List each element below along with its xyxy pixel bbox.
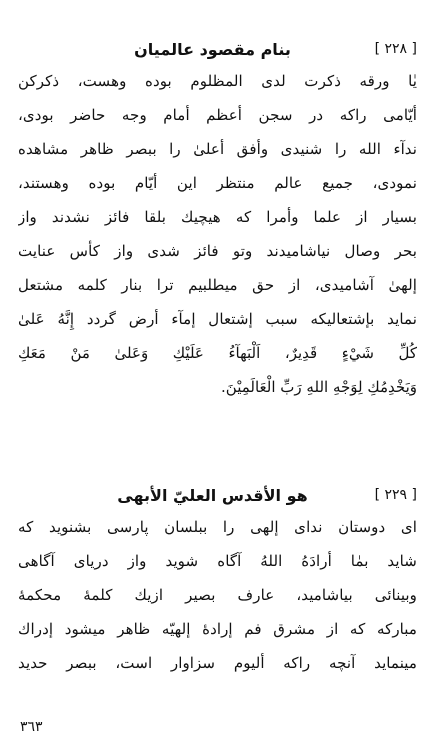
- text-line: إلهىٰ آشاميدى، از حق ميطلبيم ترا بنار كلمه مشتعل: [18, 276, 417, 294]
- tablet-heading: [18, 480, 417, 510]
- text-line: ندآء الله را شنيدى وأفق أعلىٰ را ببصر ظاهر مشاهده: [18, 140, 417, 158]
- text-line: بحر وصال نياشاميدند وتو فائز شدى واز كأس عنايت: [18, 242, 417, 260]
- text-line: شايد بمٰا أرادَهُ اللهُ آگاه شويد واز درياى آگاهى: [18, 552, 417, 570]
- text-line: مينمايد آنچه راكه أليوم سزاوار است، ببصر حديد: [18, 654, 417, 672]
- text-line: اى دوستان نداى إلهى را ببلسان پارسى بشنويد كه: [18, 518, 417, 536]
- text-line: نمودى، جميع عالم منتظر اين أيّام بوده وهستند،: [18, 174, 417, 192]
- text-line: كُلِّ شَيْءٍ قَدِيرٌ، اَلْبَهآءُ عَلَيْكِ وَعَلىٰ مَنْ مَعَكِ: [18, 344, 417, 362]
- tablet-title: بنام مقصود عالميان: [134, 39, 291, 59]
- tablet-heading: [18, 34, 417, 64]
- text-line: مباركه كه از مشرق فم إرادهٔ إلهيّه ظاهر ميشود إدراك: [18, 620, 417, 638]
- text-line: نمايد بإشتعاليكه سبب إشتعال إمآء أرض گردد إِنَّهُ عَلىٰ: [18, 310, 417, 328]
- page-number: ٣٦٣: [20, 719, 43, 735]
- tablet-229: [18, 480, 417, 680]
- tablet-228: [18, 34, 417, 404]
- tablet-title: هو الأقدس العليّ الأبهى: [117, 485, 308, 505]
- tablet-number: [ ٢٢٨ ]: [374, 41, 417, 57]
- text-line: يٰا ورقه ذكرت لدى المظلوم بوده وهست، ذكركن: [18, 72, 417, 90]
- tablet-number: [ ٢٢٩ ]: [374, 487, 417, 503]
- text-line: أيّامى راكه در سجن أعظم أمام وجه حاضر بودى،: [18, 106, 417, 124]
- text-line: وَيَخْدِمُكِ لِوَجْهِ اللهِ رَبِّ الْعَالَمِيْنَ.: [221, 378, 417, 396]
- text-line: بسيار از علما وأمرا كه هيچيك بلقا فائز نشدند واز: [18, 208, 417, 226]
- text-line: وبينائى بياشاميد، عارف بصير ازيك كلمهٔ محكمهٔ: [18, 586, 417, 604]
